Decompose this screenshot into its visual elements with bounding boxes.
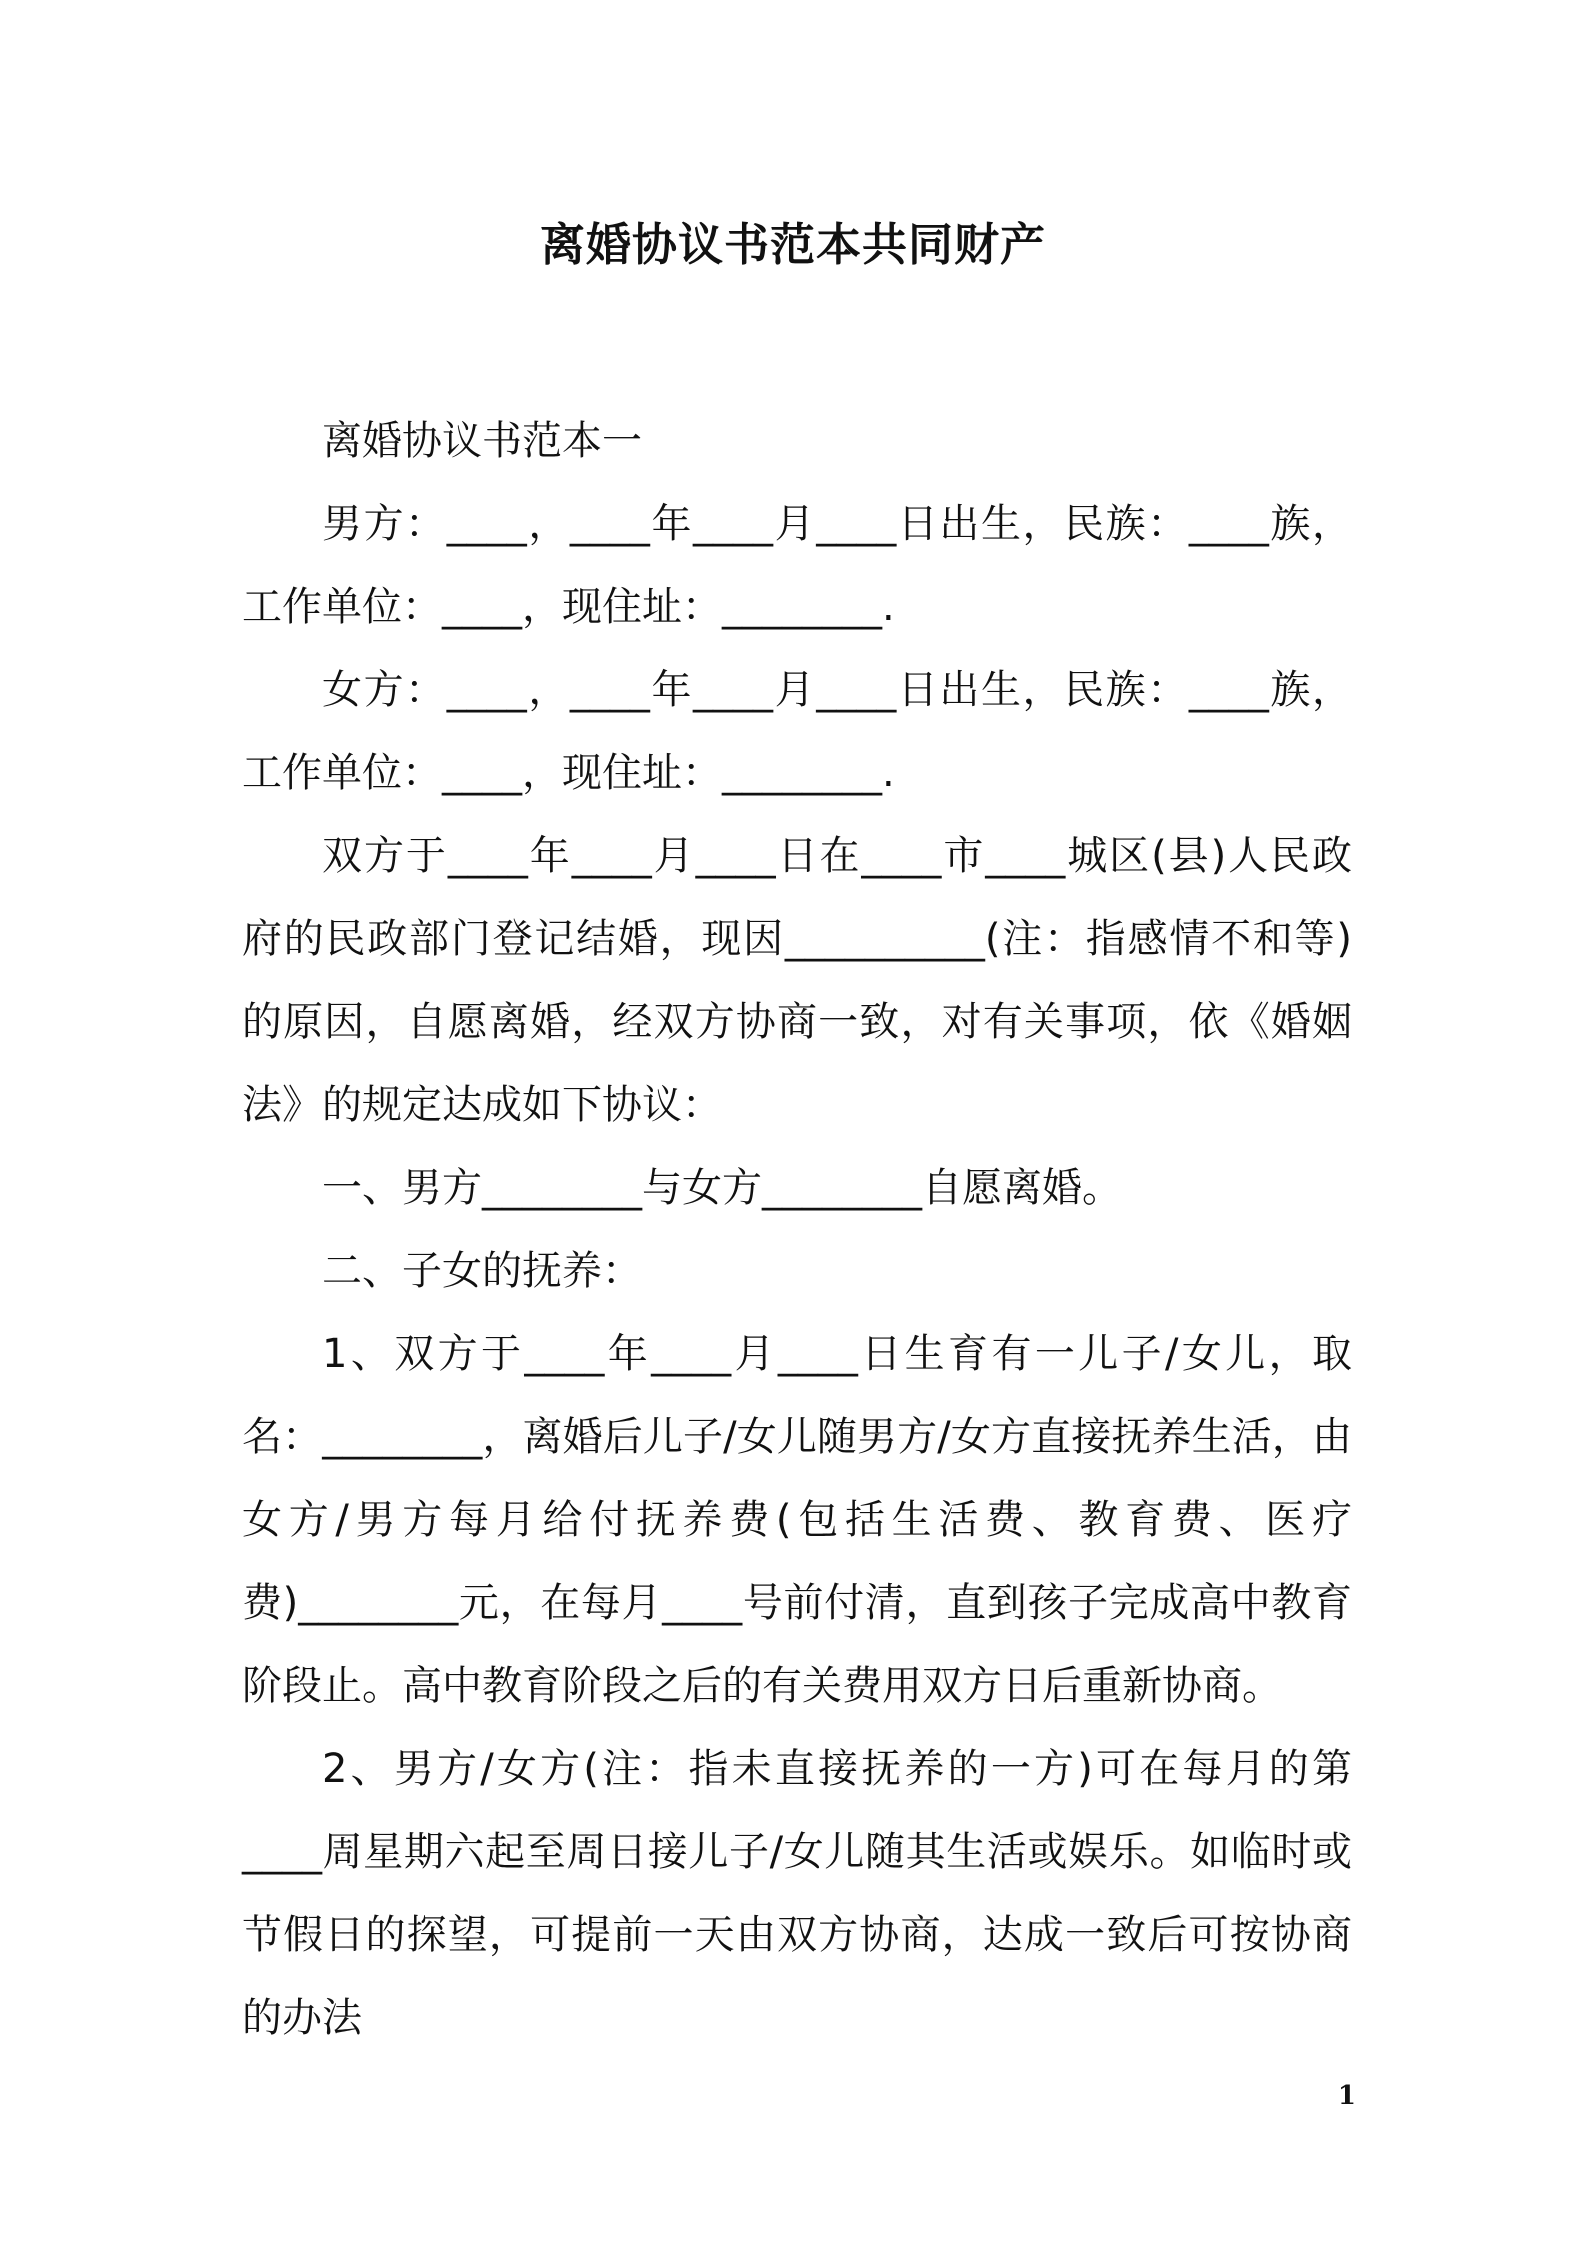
- paragraph-male-party: 男方：____，____年____月____日出生，民族：____族，工作单位：____，现住址：________.: [242, 501, 1352, 630]
- paragraph-clause-two-heading: 二、子女的抚养：: [322, 1248, 642, 1294]
- paragraph-visitation: 2、男方/女方(注：指未直接抚养的一方)可在每月的第____周星期六起至周日接儿子/女儿随其生活或娱乐。如临时或节假日的探望，可提前一天由双方协商，达成一致后可按协商的办法: [242, 1746, 1352, 2041]
- page-number: 1: [1337, 2081, 1356, 2111]
- paragraph-child-support: 1、双方于____年____月____日生育有一儿子/女儿，取名：________，离婚后儿子/女儿随男方/女方直接抚养生活，由女方/男方每月给付抚养费(包括生活费、教育费、医疗费)________元，在每月____号前付清，直到孩子完成高中教育阶段止。高中教育阶段之后的有关费用双方日后重新协商。: [242, 1331, 1352, 1709]
- paragraph-marriage-info: 双方于____年____月____日在____市____城区(县)人民政府的民政部门登记结婚，现因__________(注：指感情不和等)的原因，自愿离婚，经双方协商一致，对有关事项，依《婚姻法》的规定达成如下协议：: [242, 833, 1352, 1128]
- document-body: [242, 400, 1352, 2060]
- document-title: 离婚协议书范本共同财产: [539, 218, 1046, 271]
- paragraph-female-party: 女方：____，____年____月____日出生，民族：____族，工作单位：____，现住址：________.: [242, 667, 1352, 796]
- paragraph-heading: 离婚协议书范本一: [322, 418, 642, 464]
- paragraph-clause-one: 一、男方________与女方________自愿离婚。: [322, 1165, 1122, 1211]
